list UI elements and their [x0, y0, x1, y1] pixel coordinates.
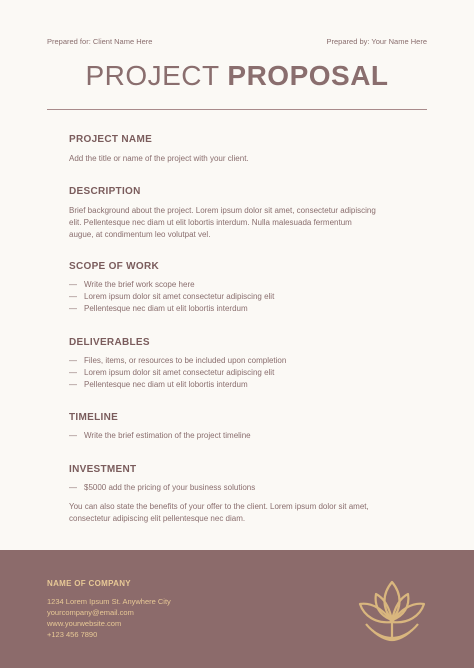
- list-item-text: Lorem ipsum dolor sit amet consectetur adipiscing elit: [84, 368, 275, 377]
- list-item-text: Files, items, or resources to be included upon completion: [84, 356, 287, 365]
- description-line: elit. Pellentesque nec diam ut elit lobortis interdum. Nulla malesuada fermentum: [69, 218, 352, 227]
- timeline-heading: TIMELINE: [69, 412, 119, 423]
- investment-line: You can also state the benefits of your offer to the client. Lorem ipsum dolor sit amet,: [69, 502, 369, 511]
- project-name-heading: PROJECT NAME: [69, 134, 153, 145]
- header-meta: [47, 37, 427, 46]
- dash-bullet: —: [69, 356, 77, 365]
- lotus-icon: [356, 578, 428, 642]
- prepared-by: Prepared by: Your Name Here: [326, 37, 427, 46]
- deliverables-heading: DELIVERABLES: [69, 337, 150, 348]
- list-item-text: Lorem ipsum dolor sit amet consectetur adipiscing elit: [84, 292, 275, 301]
- prepared-for: Prepared for: Client Name Here: [47, 37, 153, 46]
- list-item: [69, 356, 286, 365]
- dash-bullet: —: [69, 380, 77, 389]
- list-item: [69, 483, 255, 492]
- title-bold: PROPOSAL: [227, 60, 389, 91]
- company-email: yourcompany@email.com: [47, 608, 134, 617]
- company-website: www.yourwebsite.com: [47, 619, 122, 628]
- title-light: PROJECT: [85, 60, 220, 91]
- investment-line: consectetur adipiscing elit pellentesque nec diam.: [69, 514, 246, 523]
- dash-bullet: —: [69, 304, 77, 313]
- dash-bullet: —: [69, 483, 77, 492]
- list-item: [69, 292, 274, 301]
- list-item: [69, 304, 248, 313]
- company-phone: +123 456 7890: [47, 630, 98, 639]
- list-item: [69, 280, 195, 289]
- list-item-text: Pellentesque nec diam ut elit lobortis interdum: [84, 304, 248, 313]
- page-title: [0, 60, 474, 92]
- dash-bullet: —: [69, 280, 77, 289]
- company-address: 1234 Lorem Ipsum St. Anywhere City: [47, 597, 171, 606]
- investment-heading: INVESTMENT: [69, 464, 137, 475]
- list-item-text: Pellentesque nec diam ut elit lobortis interdum: [84, 380, 248, 389]
- dash-bullet: —: [69, 431, 77, 440]
- company-name: NAME OF COMPANY: [47, 579, 131, 588]
- dash-bullet: —: [69, 368, 77, 377]
- divider: [47, 109, 427, 110]
- list-item: [69, 368, 274, 377]
- scope-heading: SCOPE OF WORK: [69, 261, 160, 272]
- list-item: [69, 380, 248, 389]
- project-name-text: Add the title or name of the project with your client.: [69, 154, 249, 163]
- list-item-text: Write the brief estimation of the project timeline: [84, 431, 251, 440]
- description-line: Brief background about the project. Lorem ipsum dolor sit amet, consectetur adipiscing: [69, 206, 376, 215]
- list-item-text: $5000 add the pricing of your business solutions: [84, 483, 256, 492]
- description-line: augue, at condimentum leo volutpat vel.: [69, 230, 211, 239]
- footer: [0, 550, 474, 668]
- list-item: [69, 431, 251, 440]
- dash-bullet: —: [69, 292, 77, 301]
- list-item-text: Write the brief work scope here: [84, 280, 195, 289]
- description-heading: DESCRIPTION: [69, 186, 141, 197]
